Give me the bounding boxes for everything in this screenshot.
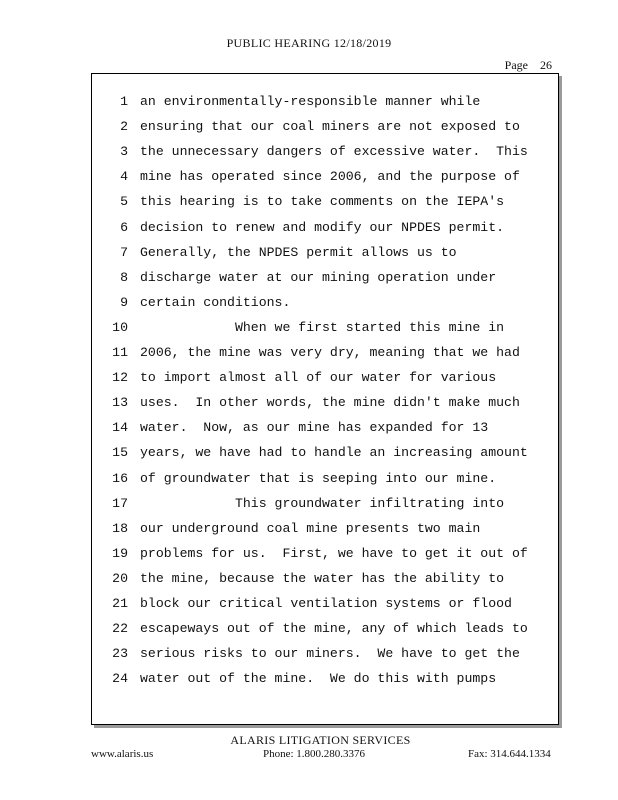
line-number: 6	[120, 219, 128, 235]
line-text: discharge water at our mining operation under	[140, 269, 497, 285]
line-number: 24	[112, 671, 128, 687]
line-text: water. Now, as our mine has expanded for 13	[140, 420, 489, 436]
page-number: 26	[540, 58, 552, 72]
line-number: 20	[112, 570, 128, 586]
line-text: years, we have had to handle an increasing amount	[140, 445, 528, 461]
line-number: 8	[120, 269, 128, 285]
line-number: 10	[112, 319, 128, 335]
line-number: 22	[112, 621, 128, 637]
line-number: 11	[112, 345, 128, 360]
line-text: certain conditions.	[140, 294, 291, 310]
line-text: This groundwater infiltrating into	[140, 495, 505, 511]
line-text: decision to renew and modify our NPDES permit.	[140, 219, 505, 235]
line-number: 17	[112, 495, 128, 511]
line-text: to import almost all of our water for various	[140, 370, 497, 386]
footer-website: www.alaris.us	[91, 748, 154, 760]
line-text: serious risks to our miners. We have to get the	[140, 646, 520, 662]
line-text: uses. In other words, the mine didn't make much	[140, 395, 520, 411]
footer-phone: Phone: 1.800.280.3376	[263, 748, 366, 760]
line-text: problems for us. First, we have to get it out of	[140, 545, 528, 561]
line-number: 23	[112, 646, 128, 662]
line-text: this hearing is to take comments on the IEPA's	[140, 194, 505, 210]
line-text: block our critical ventilation systems or flood	[140, 596, 512, 611]
line-text: our underground coal mine presents two main	[140, 520, 481, 536]
line-text: When we first started this mine in	[140, 319, 505, 335]
line-number: 4	[120, 169, 128, 185]
footer-company: ALARIS LITIGATION SERVICES	[230, 733, 411, 747]
line-number: 18	[112, 520, 128, 536]
line-number: 9	[120, 294, 128, 310]
line-text: of groundwater that is seeping into our mine.	[140, 470, 497, 486]
line-text: an environmentally-responsible manner while	[140, 94, 481, 109]
line-number: 7	[120, 244, 128, 260]
line-number: 2	[120, 119, 128, 135]
line-text: the mine, because the water has the ability to	[140, 570, 505, 586]
line-number: 14	[112, 420, 128, 436]
line-text: ensuring that our coal miners are not exposed to	[140, 119, 520, 135]
line-number: 5	[120, 194, 128, 210]
line-number: 12	[112, 370, 128, 386]
footer-fax: Fax: 314.644.1334	[468, 748, 551, 760]
line-text: 2006, the mine was very dry, meaning that we had	[140, 345, 520, 360]
line-number: 1	[120, 94, 128, 109]
line-text: Generally, the NPDES permit allows us to	[140, 244, 457, 260]
line-text: water out of the mine. We do this with pumps	[140, 671, 497, 687]
line-number: 15	[112, 445, 128, 461]
line-number: 21	[112, 596, 128, 611]
page-number-block	[505, 58, 552, 73]
line-number: 19	[112, 545, 128, 561]
line-number: 16	[112, 470, 128, 486]
page-label: Page	[504, 58, 528, 72]
transcript-box	[91, 73, 559, 725]
line-text: mine has operated since 2006, and the purpose of	[140, 169, 520, 185]
line-text: the unnecessary dangers of excessive water. This	[140, 144, 528, 160]
line-number: 13	[112, 395, 128, 411]
page-header-title: PUBLIC HEARING 12/18/2019	[226, 36, 392, 50]
line-text: escapeways out of the mine, any of which leads to	[140, 621, 528, 637]
line-number: 3	[120, 144, 128, 160]
